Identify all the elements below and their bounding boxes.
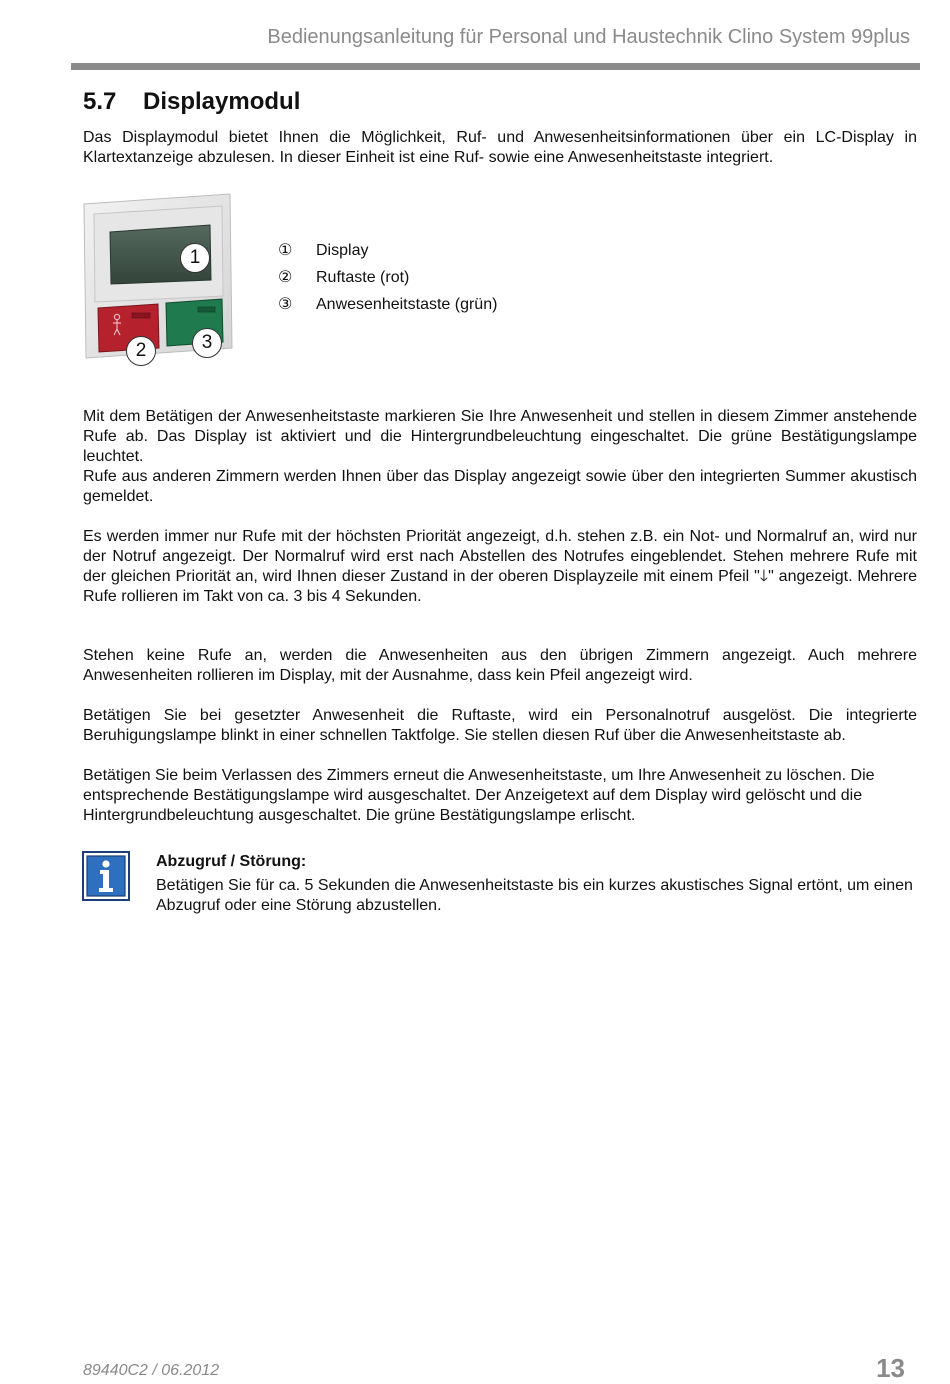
body-paragraph: Rufe aus anderen Zimmern werden Ihnen über das Display angezeigt sowie über den integrierten Summer akustisch gemeldet.	[83, 468, 917, 505]
body-paragraph: Betätigen Sie bei gesetzter Anwesenheit die Ruftaste, wird ein Personalnotruf ausgelöst. Die integrierte Beruhigungslampe blinkt in einer schnellen Taktfolge. Sie stellen diesen Ruf über die Anwesenheitstaste ab.	[83, 707, 917, 744]
note-title: Abzugruf / Störung:	[156, 853, 307, 870]
legend-item	[278, 269, 497, 296]
body-paragraph: Mit dem Betätigen der Anwesenheitstaste markieren Sie Ihre Anwesenheit und stellen in diesem Zimmer anstehende Rufe ab. Das Display ist aktiviert und die Hintergrundbeleuchtung eingeschaltet. Die grüne Bestätigungslampe leuchtet.	[83, 408, 917, 465]
body-paragraph: Betätigen Sie beim Verlassen des Zimmers erneut die Anwesenheitstaste, um Ihre Anwesenheit zu löschen. Die entsprechende Bestätigungslampe wird ausgeschaltet. Der Anzeigetext auf dem Display wird gelöscht und die Hintergrundbeleuchtung ausgeschaltet. Die grüne Bestätigungslampe erlischt.	[83, 767, 875, 824]
intro-paragraph: Das Displaymodul bietet Ihnen die Möglichkeit, Ruf- und Anwesenheitsinformationen über ein LC-Display in Klartextanzeige abzulesen. In dieser Einheit ist eine Ruf- sowie eine Anwesenheitstaste integriert.	[83, 129, 917, 166]
legend-marker: ②	[278, 269, 293, 286]
section-title: Displaymodul	[143, 88, 301, 115]
figure-legend	[278, 242, 497, 323]
note-text: Betätigen Sie für ca. 5 Sekunden die Anwesenheitstaste bis ein kurzes akustisches Signal ertönt, um einen Abzugruf oder eine Störung abzustellen.	[156, 877, 913, 914]
legend-label: Display	[316, 242, 369, 259]
callout-1: 1	[180, 243, 210, 273]
legend-item	[278, 296, 497, 323]
body-paragraph: Es werden immer nur Rufe mit der höchsten Priorität angezeigt, d.h. stehen z.B. ein Not- und Normalruf an, wird nur der Notruf angezeigt. Der Normalruf wird erst nach Abstellen des Notrufes eingeblendet. Stehen mehrere Rufe mit der gleichen Priorität an, wird Ihnen dieser Zustand in der oberen Displayzeile mit einem Pfeil "🡓" angezeigt. Mehrere Rufe rollieren im Takt von ca. 3 bis 4 Sekunden.	[83, 528, 917, 605]
call-button-lamp	[132, 313, 150, 318]
section-heading	[83, 88, 300, 116]
body-paragraph: Stehen keine Rufe an, werden die Anwesenheiten aus den übrigen Zimmern angezeigt. Auch mehrere Anwesenheiten rollieren im Display, mit der Ausnahme, dass kein Pfeil angezeigt wird.	[83, 647, 917, 684]
section-number: 5.7	[83, 88, 117, 115]
header-rule	[71, 63, 920, 70]
legend-marker: ①	[278, 242, 293, 259]
footer-document-id: 89440C2 / 06.2012	[83, 1362, 220, 1379]
running-header: Bedienungsanleitung für Personal und Haustechnik Clino System 99plus	[267, 26, 910, 48]
legend-label: Anwesenheitstaste (grün)	[316, 296, 498, 313]
info-icon	[82, 851, 130, 901]
page-number: 13	[876, 1353, 905, 1383]
callout-2: 2	[126, 336, 156, 366]
callout-3: 3	[192, 328, 222, 358]
legend-marker: ③	[278, 296, 293, 313]
legend-label: Ruftaste (rot)	[316, 269, 410, 286]
legend-item	[278, 242, 497, 269]
presence-button-lamp	[198, 307, 215, 312]
